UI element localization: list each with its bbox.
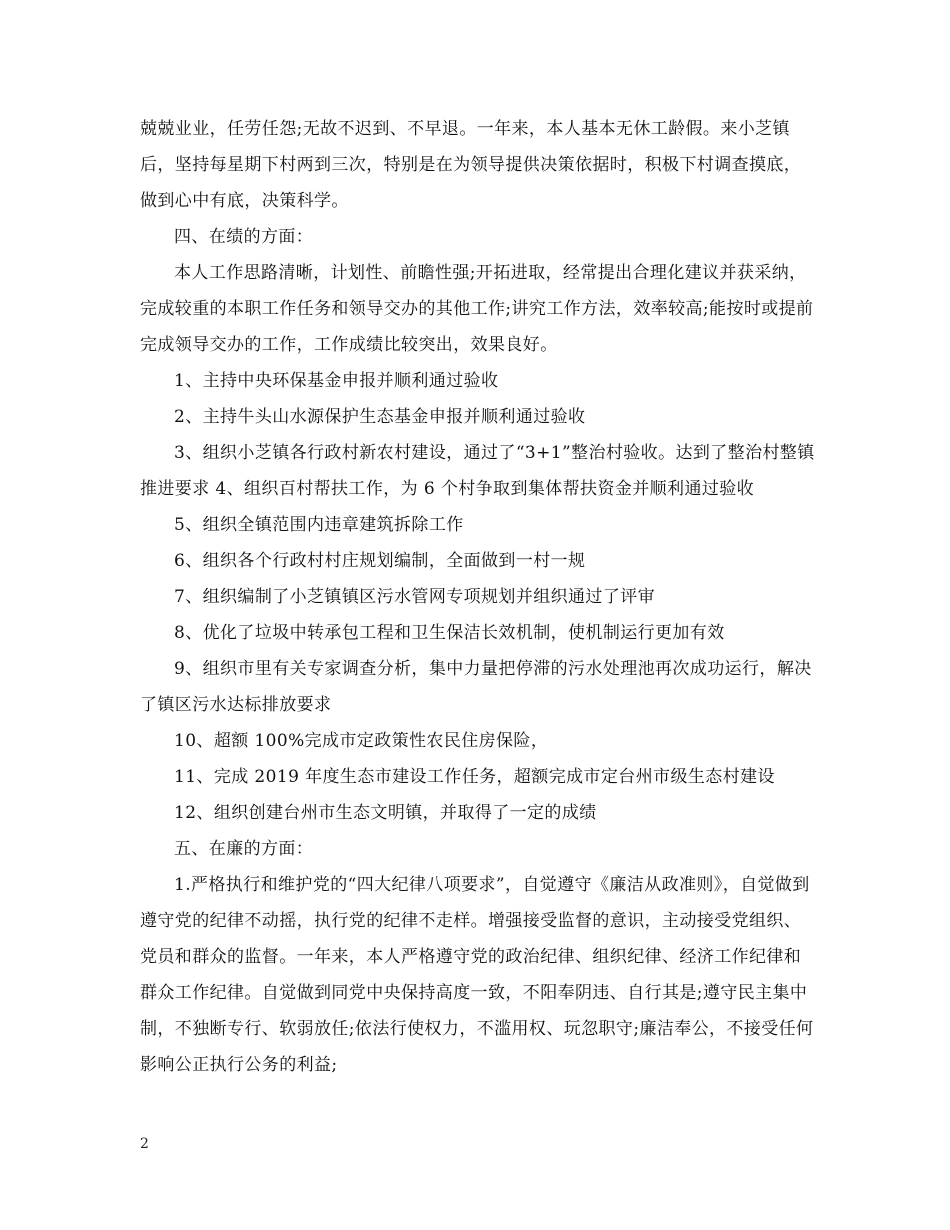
list-item: 8、优化了垃圾中转承包工程和卫生保洁长效机制，使机制运行更加有效 xyxy=(174,623,725,643)
list-item: 2、主持牛头山水源保护生态基金申报并顺利通过验收 xyxy=(174,407,586,427)
list-item: 6、组织各个行政村村庄规划编制，全面做到一村一规 xyxy=(174,551,586,571)
paragraph: 本人工作思路清晰，计划性、前瞻性强;开拓进取，经常提出合理化建议并获采纳，完成较重的本职工作任务和领导交办的其他工作;讲究工作方法，效率较高;能按时或提前完成领导交办的工作，工作成绩比较突出，效果良好。 xyxy=(140,263,814,355)
section-heading: 四、在绩的方面： xyxy=(174,227,314,247)
section-heading: 五、在廉的方面： xyxy=(174,839,314,859)
list-item: 1、主持中央环保基金申报并顺利通过验收 xyxy=(174,371,499,391)
list-item: 11、完成 2019 年度生态市建设工作任务，超额完成市定台州市级生态村建设 xyxy=(174,767,775,787)
page-number: 2 xyxy=(140,1136,149,1152)
paragraph: 兢兢业业，任劳任怨;无故不迟到、不早退。一年来，本人基本无休工龄假。来小芝镇后，坚持每星期下村两到三次，特别是在为领导提供决策依据时，积极下村调查摸底，做到心中有底，决策科学。 xyxy=(140,119,802,211)
list-item: 5、组织全镇范围内违章建筑拆除工作 xyxy=(174,515,464,535)
document-body xyxy=(140,111,816,1083)
list-item: 12、组织创建台州市生态文明镇，并取得了一定的成绩 xyxy=(174,803,597,823)
list-item: 7、组织编制了小芝镇镇区污水管网专项规划并组织通过了评审 xyxy=(174,587,656,607)
list-item: 9、组织市里有关专家调查分析，集中力量把停滞的污水处理池再次成功运行，解决了镇区污水达标排放要求 xyxy=(140,659,812,715)
list-item: 3、组织小芝镇各行政村新农村建设，通过了“3+1”整治村验收。达到了整治村整镇推进要求 4、组织百村帮扶工作，为 6 个村争取到集体帮扶资金并顺利通过验收 xyxy=(140,443,815,499)
list-item: 10、超额 100%完成市定政策性农民住房保险， xyxy=(174,731,549,751)
paragraph: 1.严格执行和维护党的“四大纪律八项要求”，自觉遵守《廉洁从政准则》，自觉做到遵守党的纪律不动摇，执行党的纪律不走样。增强接受监督的意识，主动接受党组织、党员和群众的监督。一年来，本人严格遵守党的政治纪律、组织纪律、经济工作纪律和群众工作纪律。自觉做到同党中央保持高度一致，不阳奉阴违、自行其是;遵守民主集中制，不独断专行、软弱放任;依法行使权力，不滥用权、玩忽职守;廉洁奉公，不接受任何影响公正执行公务的利益; xyxy=(140,875,814,1075)
